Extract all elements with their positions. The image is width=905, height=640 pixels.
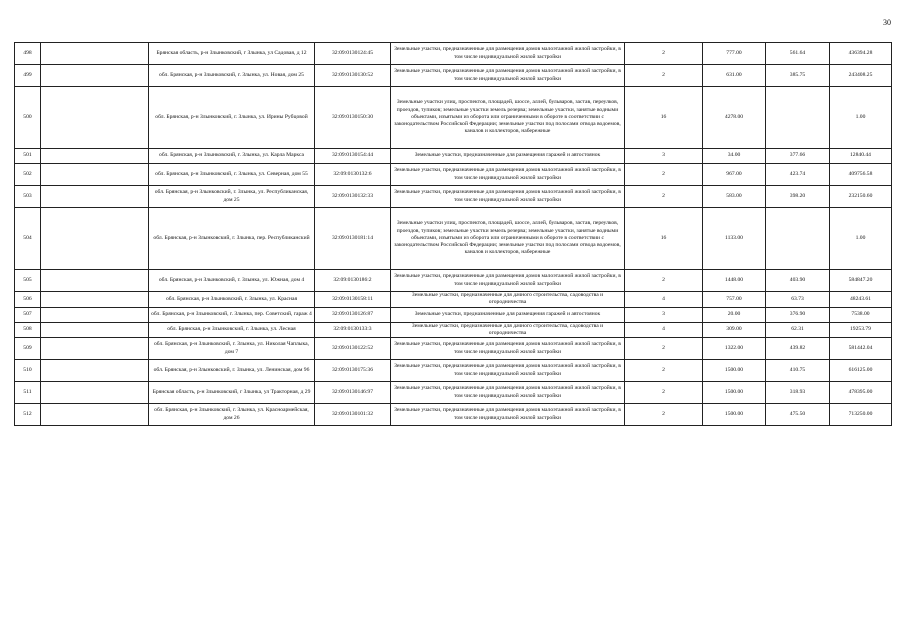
cadastral-number-cell: 32:09:0130132:33 <box>315 186 391 208</box>
blank-cell <box>41 307 149 322</box>
specific-value-cell <box>766 87 830 149</box>
group-code-cell: 4 <box>625 292 703 308</box>
cadastral-number-cell: 32:09:0130181:14 <box>315 208 391 270</box>
specific-value-cell: 385.75 <box>766 65 830 87</box>
area-cell: 1500.00 <box>703 360 766 382</box>
area-cell: 1448.00 <box>703 270 766 292</box>
specific-value-cell: 62.31 <box>766 322 830 338</box>
row-number: 511 <box>15 382 41 404</box>
land-use-cell: Земельные участки, предназначенные для размещения домов малоэтажной жилой застройки, в том числе индивидуальной жилой застройки <box>391 164 625 186</box>
land-use-cell: Земельные участки, предназначенные для размещения домов малоэтажной жилой застройки, в том числе индивидуальной жилой застройки <box>391 65 625 87</box>
table-row <box>15 270 892 292</box>
land-use-cell: Земельные участки улиц, проспектов, площадей, шоссе, аллей, бульваров, застав, переулков, проездов, тупиков; земельные участки земель резерва; земельные участки, занятые водными объектами, изъятыми из оборота или ограниченными в обороте в соответствии с законодательством Российской Федерации; земельные участки под полосами отвода водоемов, каналов и коллекторов, набережные <box>391 208 625 270</box>
cadastral-value-cell: 232150.60 <box>830 186 892 208</box>
specific-value-cell: 376.90 <box>766 307 830 322</box>
address-cell: обл. Брянская, р-н Злынковский, г. Злынка, ул. Красноармейская, дом 26 <box>149 404 315 426</box>
land-use-cell: Земельные участки, предназначенные для размещения домов малоэтажной жилой застройки, в том числе индивидуальной жилой застройки <box>391 404 625 426</box>
land-use-cell: Земельные участки, предназначенные для размещения домов малоэтажной жилой застройки, в том числе индивидуальной жилой застройки <box>391 270 625 292</box>
cadastral-value-cell: 581442.04 <box>830 338 892 360</box>
area-cell: 777.00 <box>703 43 766 65</box>
specific-value-cell: 561.64 <box>766 43 830 65</box>
land-use-cell: Земельные участки, предназначенные для размещения домов малоэтажной жилой застройки, в том числе индивидуальной жилой застройки <box>391 360 625 382</box>
area-cell: 34.00 <box>703 149 766 164</box>
table-row <box>15 360 892 382</box>
specific-value-cell: 377.66 <box>766 149 830 164</box>
blank-cell <box>41 270 149 292</box>
group-code-cell: 4 <box>625 322 703 338</box>
table-row <box>15 43 892 65</box>
blank-cell <box>41 186 149 208</box>
area-cell: 583.00 <box>703 186 766 208</box>
cadastral-number-cell: 32:09:0130146:97 <box>315 382 391 404</box>
row-number: 500 <box>15 87 41 149</box>
address-cell: обл. Брянская, р-н Злынковский, г. Злынка, ул. Северная, дом 55 <box>149 164 315 186</box>
cadastral-number-cell: 32:09:0130101:32 <box>315 404 391 426</box>
table-row <box>15 292 892 308</box>
blank-cell <box>41 322 149 338</box>
cadastral-value-cell: 48243.61 <box>830 292 892 308</box>
table-row <box>15 322 892 338</box>
address-cell: обл. Брянская, р-н Злынковский, г. Злынка, ул. Ирины Рубцовой <box>149 87 315 149</box>
cadastral-number-cell: 32:09:0130150:30 <box>315 87 391 149</box>
land-use-cell: Земельные участки, предназначенные для дачного строительства, садоводства и огородничества <box>391 292 625 308</box>
address-cell: обл. Брянская, р-н Злынковский, г. Злынка, ул. Южная, дом 4 <box>149 270 315 292</box>
group-code-cell: 16 <box>625 87 703 149</box>
cadastral-value-cell: 1.00 <box>830 87 892 149</box>
land-use-cell: Земельные участки, предназначенные для дачного строительства, садоводства и огородничества <box>391 322 625 338</box>
cadastral-number-cell: 32:09:0130154:44 <box>315 149 391 164</box>
row-number: 510 <box>15 360 41 382</box>
cadastral-number-cell: 32:09:0130126:87 <box>315 307 391 322</box>
row-number: 509 <box>15 338 41 360</box>
cadastral-value-cell: 713250.00 <box>830 404 892 426</box>
area-cell: 1500.00 <box>703 404 766 426</box>
page-number: 30 <box>883 18 891 27</box>
address-cell: Брянская область, р-н Злынковский, г Злынка, ул Садовая, д 12 <box>149 43 315 65</box>
cadastral-value-cell: 478395.00 <box>830 382 892 404</box>
land-use-cell: Земельные участки, предназначенные для размещения домов малоэтажной жилой застройки, в том числе индивидуальной жилой застройки <box>391 382 625 404</box>
row-number: 504 <box>15 208 41 270</box>
group-code-cell: 2 <box>625 65 703 87</box>
address-cell: обл. Брянская, р-н Злынковский, г. Злынка, ул. Новая, дом 25 <box>149 65 315 87</box>
cadastral-value-cell: 19253.79 <box>830 322 892 338</box>
blank-cell <box>41 164 149 186</box>
specific-value-cell: 403.90 <box>766 270 830 292</box>
cadastral-value-cell: 1.00 <box>830 208 892 270</box>
group-code-cell: 2 <box>625 404 703 426</box>
cadastral-value-cell: 12840.44 <box>830 149 892 164</box>
group-code-cell: 16 <box>625 208 703 270</box>
specific-value-cell: 475.50 <box>766 404 830 426</box>
table-row <box>15 404 892 426</box>
row-number: 506 <box>15 292 41 308</box>
address-cell: обл. Брянская, р-н Злынковский, г. Злынка, пер. Советский, гараж 4 <box>149 307 315 322</box>
specific-value-cell: 439.82 <box>766 338 830 360</box>
cadastral-number-cell: 32:09:0130186:2 <box>315 270 391 292</box>
group-code-cell: 2 <box>625 338 703 360</box>
cadastral-value-cell: 243408.25 <box>830 65 892 87</box>
row-number: 501 <box>15 149 41 164</box>
table-row <box>15 307 892 322</box>
cadastral-value-cell: 616125.00 <box>830 360 892 382</box>
cadastral-value-cell: 584847.20 <box>830 270 892 292</box>
blank-cell <box>41 65 149 87</box>
row-number: 499 <box>15 65 41 87</box>
group-code-cell: 2 <box>625 382 703 404</box>
area-cell: 631.00 <box>703 65 766 87</box>
cadastral-number-cell: 32:09:0130175:36 <box>315 360 391 382</box>
cadastral-number-cell: 32:09:0130158:11 <box>315 292 391 308</box>
group-code-cell: 2 <box>625 270 703 292</box>
group-code-cell: 2 <box>625 164 703 186</box>
blank-cell <box>41 208 149 270</box>
land-use-cell: Земельные участки, предназначенные для размещения домов малоэтажной жилой застройки, в том числе индивидуальной жилой застройки <box>391 338 625 360</box>
row-number: 512 <box>15 404 41 426</box>
specific-value-cell: 318.93 <box>766 382 830 404</box>
area-cell: 309.00 <box>703 322 766 338</box>
table-row <box>15 382 892 404</box>
row-number: 508 <box>15 322 41 338</box>
group-code-cell: 3 <box>625 307 703 322</box>
cadastral-value-cell: 7538.00 <box>830 307 892 322</box>
land-use-cell: Земельные участки, предназначенные для размещения домов малоэтажной жилой застройки, в том числе индивидуальной жилой застройки <box>391 186 625 208</box>
row-number: 507 <box>15 307 41 322</box>
blank-cell <box>41 338 149 360</box>
row-number: 502 <box>15 164 41 186</box>
group-code-cell: 2 <box>625 186 703 208</box>
address-cell: обл. Брянская, р-н Злынковский, г. Злынка, ул. Николая Чаплыка, дом 7 <box>149 338 315 360</box>
cadastral-number-cell: 32:09:0130133:3 <box>315 322 391 338</box>
specific-value-cell: 423.74 <box>766 164 830 186</box>
address-cell: обл. Брянская, р-н Злынковский, г. Злынка, пер. Республиканский <box>149 208 315 270</box>
table-row <box>15 65 892 87</box>
blank-cell <box>41 382 149 404</box>
table-row <box>15 164 892 186</box>
cadastral-number-cell: 32:09:0130122:52 <box>315 338 391 360</box>
address-cell: обл. Брянская, р-н Злынковский, г. Злынка, ул. Красная <box>149 292 315 308</box>
blank-cell <box>41 43 149 65</box>
cadastral-number-cell: 32:09:0130130:52 <box>315 65 391 87</box>
land-use-cell: Земельные участки улиц, проспектов, площадей, шоссе, аллей, бульваров, застав, переулков, проездов, тупиков; земельные участки земель резерва; земельные участки, занятые водными объектами, изъятыми из оборота или ограниченными в обороте в соответствии с законодательством Российской Федерации; земельные участки под полосами отвода водоемов, каналов и коллекторов, набережные <box>391 87 625 149</box>
blank-cell <box>41 360 149 382</box>
table-row <box>15 87 892 149</box>
land-use-cell: Земельные участки, предназначенные для размещения гаражей и автостоянок <box>391 307 625 322</box>
specific-value-cell: 398.20 <box>766 186 830 208</box>
address-cell: Брянская область, р-н Злынковский, г Злынка, ул Тракторная, д 29 <box>149 382 315 404</box>
address-cell: обл. Брянская, р-н Злынковский, г. Злынка, ул. Карла Маркса <box>149 149 315 164</box>
row-number: 498 <box>15 43 41 65</box>
row-number: 505 <box>15 270 41 292</box>
specific-value-cell: 63.73 <box>766 292 830 308</box>
blank-cell <box>41 87 149 149</box>
table-row <box>15 149 892 164</box>
group-code-cell: 2 <box>625 43 703 65</box>
land-registry-table <box>14 42 892 426</box>
group-code-cell: 3 <box>625 149 703 164</box>
address-cell: обл. Брянская, р-н Злынковский, г. Злынка, ул. Республиканская, дом 25 <box>149 186 315 208</box>
area-cell: 1500.00 <box>703 382 766 404</box>
specific-value-cell: 410.75 <box>766 360 830 382</box>
group-code-cell: 2 <box>625 360 703 382</box>
cadastral-number-cell: 32:09:0130132:6 <box>315 164 391 186</box>
cadastral-number-cell: 32:09:0130124:45 <box>315 43 391 65</box>
specific-value-cell <box>766 208 830 270</box>
blank-cell <box>41 292 149 308</box>
area-cell: 1133.00 <box>703 208 766 270</box>
area-cell: 967.00 <box>703 164 766 186</box>
address-cell: обл. Брянская, р-н Злынковский, г. Злынка, ул. Ленинская, дом 96 <box>149 360 315 382</box>
land-use-cell: Земельные участки, предназначенные для размещения гаражей и автостоянок <box>391 149 625 164</box>
blank-cell <box>41 149 149 164</box>
row-number: 503 <box>15 186 41 208</box>
area-cell: 757.00 <box>703 292 766 308</box>
address-cell: обл. Брянская, р-н Злынковский, г. Злынка, ул. Лесная <box>149 322 315 338</box>
table-row <box>15 338 892 360</box>
area-cell: 1322.00 <box>703 338 766 360</box>
area-cell: 4278.00 <box>703 87 766 149</box>
cadastral-value-cell: 409756.58 <box>830 164 892 186</box>
table-row <box>15 186 892 208</box>
area-cell: 20.00 <box>703 307 766 322</box>
table-row <box>15 208 892 270</box>
land-use-cell: Земельные участки, предназначенные для размещения домов малоэтажной жилой застройки, в том числе индивидуальной жилой застройки <box>391 43 625 65</box>
cadastral-value-cell: 436394.28 <box>830 43 892 65</box>
blank-cell <box>41 404 149 426</box>
